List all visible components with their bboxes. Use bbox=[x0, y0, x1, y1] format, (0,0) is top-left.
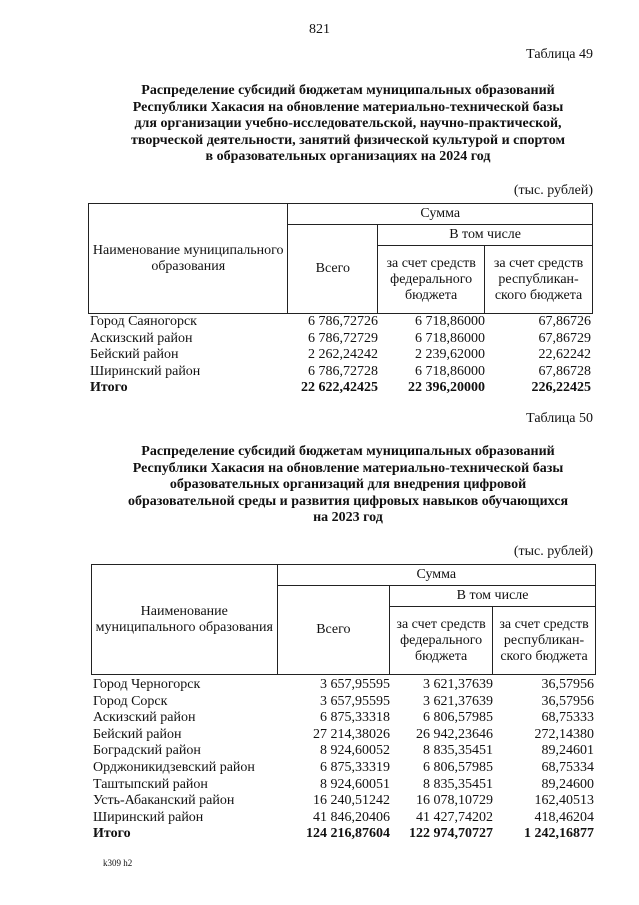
row-name: Боградский район bbox=[93, 743, 201, 759]
header-federal: за счет средств федерального бюджета bbox=[390, 607, 493, 675]
row-federal: 22 396,20000 bbox=[408, 380, 485, 396]
row-republic: 36,57956 bbox=[541, 677, 594, 692]
row-republic: 162,40513 bbox=[534, 793, 594, 809]
table-50-label: Таблица 50 bbox=[526, 411, 593, 426]
row-total: 22 622,42425 bbox=[301, 380, 378, 396]
total-row bbox=[90, 380, 593, 397]
row-name: Город Саяногорск bbox=[90, 314, 197, 329]
row-total: 3 657,95595 bbox=[320, 693, 390, 709]
row-name: Аскизский район bbox=[90, 330, 193, 346]
row-total: 6 786,72728 bbox=[308, 363, 378, 379]
row-federal: 6 806,57985 bbox=[423, 759, 493, 775]
row-republic: 272,14380 bbox=[534, 726, 594, 742]
table-50-header bbox=[91, 564, 596, 675]
table-row bbox=[93, 710, 596, 727]
row-republic: 67,86728 bbox=[538, 363, 591, 379]
row-name: Бейский район bbox=[90, 347, 179, 363]
title-line: Распределение субсидий бюджетам муниципальных образований bbox=[141, 83, 555, 98]
page-number: 821 bbox=[309, 22, 330, 37]
row-name: Город Сорск bbox=[93, 693, 168, 709]
header-name: Наименование муниципального образования bbox=[92, 565, 278, 675]
table-row bbox=[93, 810, 596, 827]
row-total: 8 924,60052 bbox=[320, 743, 390, 759]
row-republic: 89,24601 bbox=[541, 743, 594, 759]
row-federal: 2 239,62000 bbox=[415, 347, 485, 363]
row-republic: 67,86726 bbox=[538, 314, 591, 329]
row-federal: 6 718,86000 bbox=[415, 363, 485, 379]
row-name: Бейский район bbox=[93, 726, 182, 742]
row-federal: 3 621,37639 bbox=[423, 677, 493, 692]
header-total: Всего bbox=[277, 586, 390, 675]
header-incl: В том числе bbox=[378, 225, 593, 246]
row-republic: 418,46204 bbox=[534, 809, 594, 825]
title-line: Республики Хакасия на обновление материально-технической базы bbox=[132, 460, 564, 476]
row-republic: 67,86729 bbox=[538, 330, 591, 346]
row-federal: 3 621,37639 bbox=[423, 693, 493, 709]
row-federal: 122 974,70727 bbox=[409, 826, 493, 842]
table-50-title bbox=[88, 444, 608, 527]
row-total: 27 214,38026 bbox=[313, 726, 390, 742]
row-total: 6 875,33319 bbox=[320, 759, 390, 775]
table-row bbox=[90, 331, 593, 348]
table-row bbox=[90, 347, 593, 364]
row-republic: 1 242,16877 bbox=[524, 826, 594, 842]
title-line: для организации учебно-исследовательской, научно-практической, bbox=[134, 116, 562, 131]
row-name: Итого bbox=[93, 826, 131, 842]
title-line: в образовательных организациях на 2024 год bbox=[205, 149, 491, 164]
row-federal: 8 835,35451 bbox=[423, 743, 493, 759]
row-name: Орджоникидзевский район bbox=[93, 759, 255, 775]
title-line: Распределение субсидий бюджетам муниципальных образований bbox=[141, 444, 555, 459]
row-name: Таштыпский район bbox=[93, 776, 208, 792]
row-federal: 16 078,10729 bbox=[416, 793, 493, 809]
row-name: Усть-Абаканский район bbox=[93, 793, 235, 809]
header-total: Всего bbox=[288, 225, 378, 314]
row-name: Аскизский район bbox=[93, 710, 196, 726]
row-total: 16 240,51242 bbox=[313, 793, 390, 809]
row-republic: 22,62242 bbox=[538, 347, 591, 363]
row-republic: 36,57956 bbox=[541, 693, 594, 709]
title-line: на 2023 год bbox=[313, 510, 383, 525]
table-row bbox=[93, 677, 596, 694]
row-federal: 8 835,35451 bbox=[423, 776, 493, 792]
header-name: Наименование муниципального образования bbox=[89, 204, 288, 314]
table-49-header bbox=[88, 203, 593, 314]
table-row bbox=[93, 694, 596, 711]
table-50-unit: (тыс. рублей) bbox=[513, 544, 593, 559]
table-49-label: Таблица 49 bbox=[526, 47, 593, 62]
table-row bbox=[93, 743, 596, 760]
table-row bbox=[93, 727, 596, 744]
row-federal: 26 942,23646 bbox=[416, 726, 493, 742]
row-federal: 6 806,57985 bbox=[423, 710, 493, 726]
table-row bbox=[93, 760, 596, 777]
row-republic: 68,75333 bbox=[541, 710, 594, 726]
title-line: Республики Хакасия на обновление материально-технической базы bbox=[132, 99, 564, 115]
row-republic: 226,22425 bbox=[531, 380, 591, 396]
row-total: 6 786,72729 bbox=[308, 330, 378, 346]
row-total: 124 216,87604 bbox=[306, 826, 390, 842]
table-row bbox=[93, 777, 596, 794]
header-sum: Сумма bbox=[277, 565, 595, 586]
row-federal: 6 718,86000 bbox=[415, 330, 485, 346]
table-50-body bbox=[93, 677, 596, 843]
row-federal: 6 718,86000 bbox=[415, 314, 485, 329]
header-federal: за счет средств федерального бюджета bbox=[378, 246, 485, 314]
row-total: 8 924,60051 bbox=[320, 776, 390, 792]
table-49-title bbox=[88, 83, 608, 166]
table-49-body bbox=[90, 314, 593, 397]
table-row bbox=[90, 314, 593, 331]
table-row bbox=[93, 793, 596, 810]
row-name: Итого bbox=[90, 380, 128, 396]
table-row bbox=[90, 364, 593, 381]
row-total: 3 657,95595 bbox=[320, 677, 390, 692]
row-federal: 41 427,74202 bbox=[416, 809, 493, 825]
footer-code: k309 h2 bbox=[103, 858, 133, 868]
row-total: 41 846,20406 bbox=[313, 809, 390, 825]
header-republic: за счет средств республикан- ского бюджета bbox=[485, 246, 593, 314]
row-republic: 89,24600 bbox=[541, 776, 594, 792]
row-name: Ширинский район bbox=[90, 363, 201, 379]
header-sum: Сумма bbox=[288, 204, 593, 225]
header-republic: за счет средств республикан- ского бюджета bbox=[493, 607, 596, 675]
row-total: 6 875,33318 bbox=[320, 710, 390, 726]
header-incl: В том числе bbox=[390, 586, 596, 607]
title-line: образовательной среды и развития цифровых навыков обучающихся bbox=[127, 493, 569, 509]
title-line: творческой деятельности, занятий физической культурой и спортом bbox=[130, 132, 566, 148]
row-name: Город Черногорск bbox=[93, 677, 201, 692]
title-line: образовательных организаций для внедрения цифровой bbox=[169, 477, 527, 492]
row-total: 6 786,72726 bbox=[308, 314, 378, 329]
total-row bbox=[93, 826, 596, 843]
row-republic: 68,75334 bbox=[541, 759, 594, 775]
row-total: 2 262,24242 bbox=[308, 347, 378, 363]
table-49-unit: (тыс. рублей) bbox=[513, 183, 593, 198]
row-name: Ширинский район bbox=[93, 809, 204, 825]
